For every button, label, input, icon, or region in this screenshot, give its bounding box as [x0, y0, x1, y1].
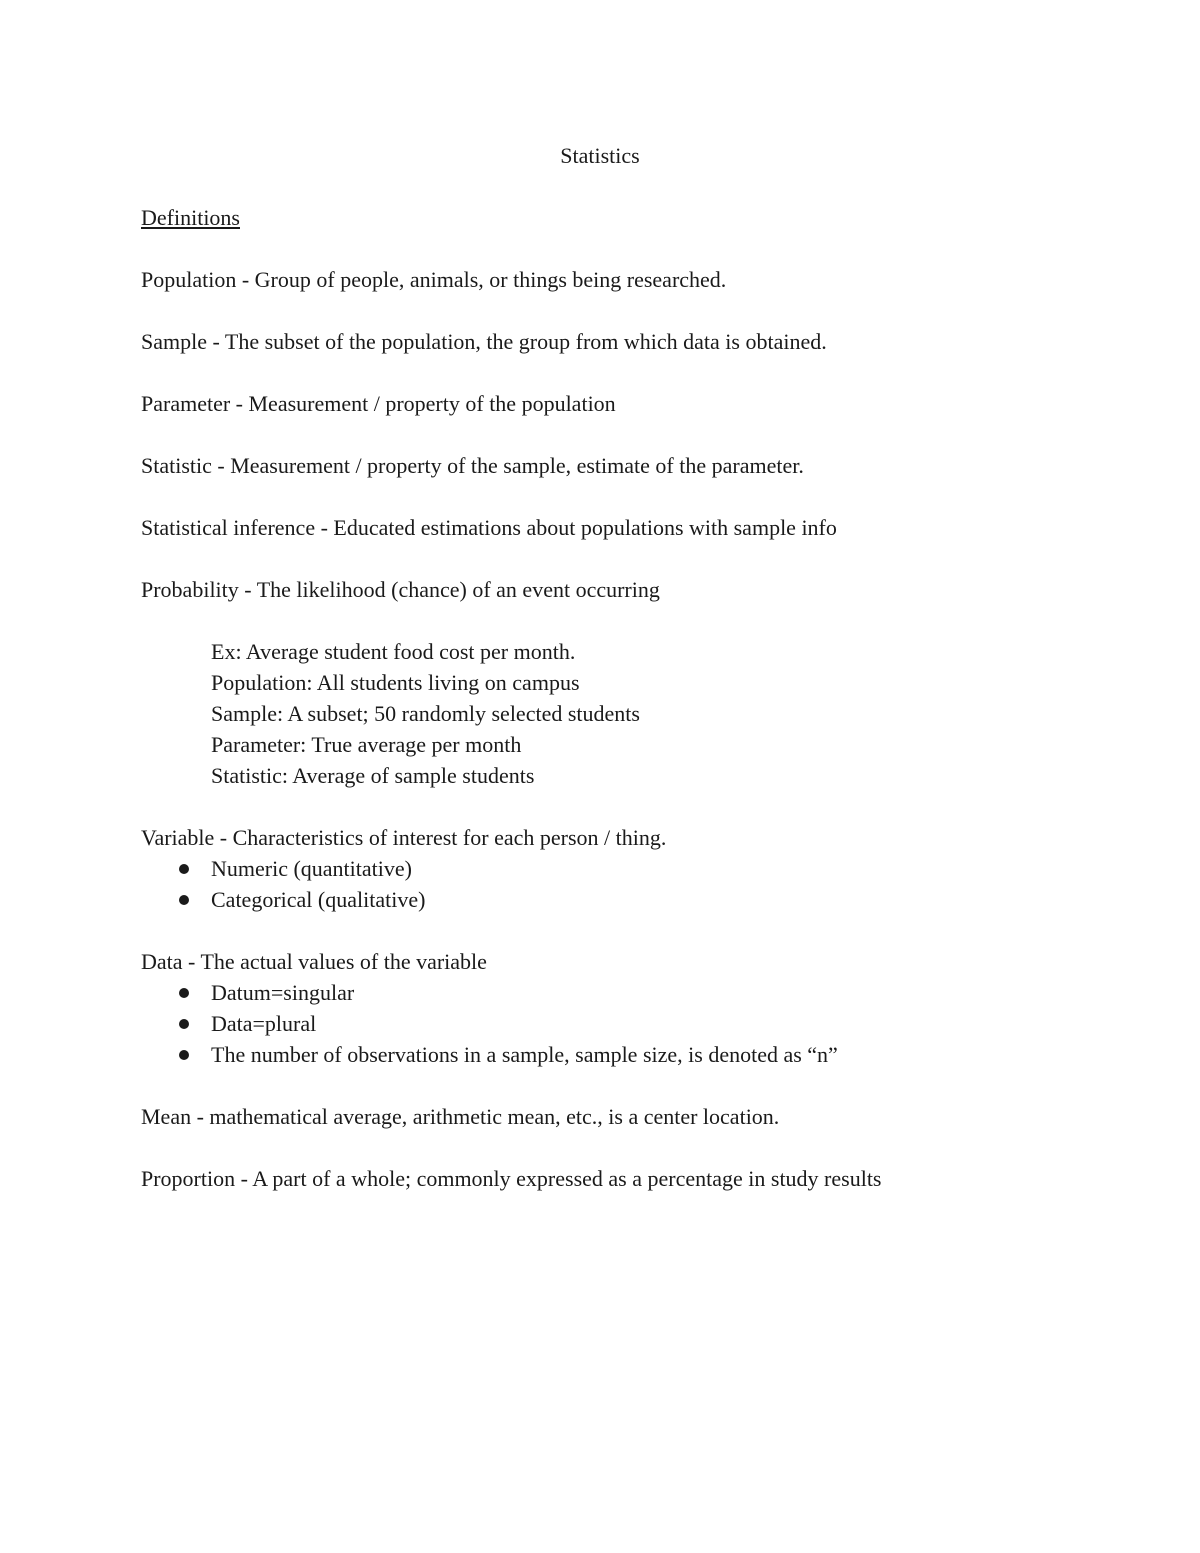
- definition-data: Data - The actual values of the variable: [141, 949, 487, 974]
- list-item-text: The number of observations in a sample, sample size, is denoted as “n”: [211, 1042, 838, 1067]
- example-line: Population: All students living on campus: [211, 670, 580, 695]
- bullet-icon: [179, 864, 189, 874]
- data-group: [141, 946, 1141, 1070]
- list-item: [141, 1039, 1141, 1070]
- section-heading: Definitions: [141, 205, 240, 230]
- data-bullet-list: [141, 977, 1141, 1070]
- definition-proportion: Proportion - A part of a whole; commonly expressed as a percentage in study results: [141, 1166, 882, 1191]
- list-item: [141, 977, 1141, 1008]
- bullet-icon: [179, 1019, 189, 1029]
- definition-statistic: Statistic - Measurement / property of the sample, estimate of the parameter.: [141, 453, 804, 478]
- list-item: [141, 884, 1141, 915]
- variable-group: [141, 822, 1141, 915]
- definition-statistical-inference: Statistical inference - Educated estimations about populations with sample info: [141, 515, 837, 540]
- example-line: Statistic: Average of sample students: [211, 763, 535, 788]
- document-title: Statistics: [560, 143, 640, 168]
- list-item-text: Data=plural: [211, 1011, 317, 1036]
- list-item: [141, 1008, 1141, 1039]
- definition-mean: Mean - mathematical average, arithmetic mean, etc., is a center location.: [141, 1104, 780, 1129]
- definition-parameter: Parameter - Measurement / property of the population: [141, 391, 616, 416]
- bullet-icon: [179, 1050, 189, 1060]
- example-line: Ex: Average student food cost per month.: [211, 639, 576, 664]
- list-item-text: Numeric (quantitative): [211, 856, 412, 881]
- variable-bullet-list: [141, 853, 1141, 915]
- definition-variable: Variable - Characteristics of interest for each person / thing.: [141, 825, 667, 850]
- example-line: Parameter: True average per month: [211, 732, 522, 757]
- definition-population: Population - Group of people, animals, or things being researched.: [141, 267, 727, 292]
- list-item: [141, 853, 1141, 884]
- document-body: [141, 202, 1141, 1225]
- list-item-text: Categorical (qualitative): [211, 887, 426, 912]
- list-item-text: Datum=singular: [211, 980, 355, 1005]
- example-line: Sample: A subset; 50 randomly selected students: [211, 701, 640, 726]
- bullet-icon: [179, 895, 189, 905]
- definition-probability: Probability - The likelihood (chance) of an event occurring: [141, 577, 660, 602]
- example-block: [211, 636, 1141, 791]
- definition-sample: Sample - The subset of the population, the group from which data is obtained.: [141, 329, 827, 354]
- bullet-icon: [179, 988, 189, 998]
